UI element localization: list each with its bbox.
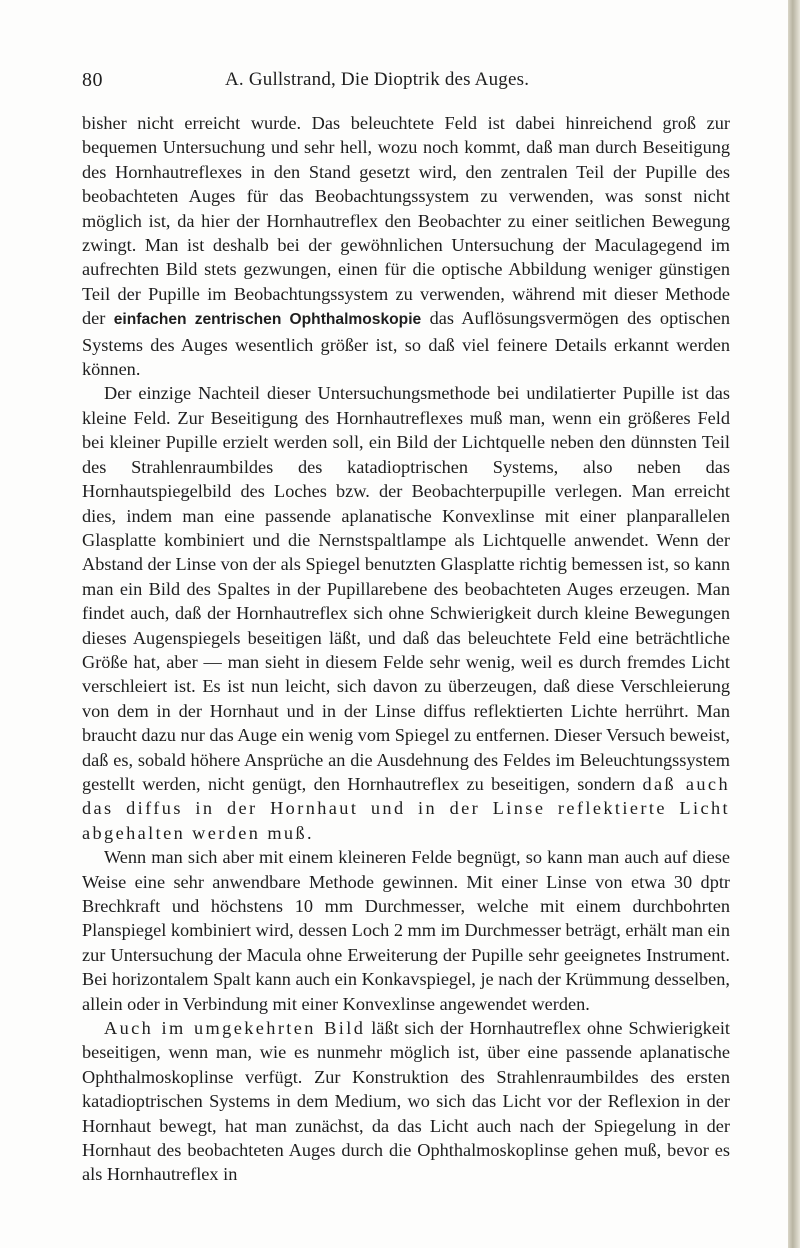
running-title: A. Gullstrand, Die Dioptrik des Auges. [225,69,530,90]
paragraph [82,111,730,381]
emphasized-term: einfachen zentrischen Ophthalmoskopie [113,311,422,329]
paragraph-text: läßt sich der Hornhautreflex ohne Schwierigkeit beseitigen, wenn man, wie es nunmehr möglich ist, über eine passende aplanatische Ophthalmoskoplinse verfügt. Zur Konstruktion des Strahlenraumbildes des ersten katadioptrischen Systems in dem Medium, wo sich das Licht vor der Reflexion in der Hornhaut bewegt, hat man zunächst, da das Licht auch nach der Spiegelung in der Hornhaut des beobachteten Auges durch die Ophthalmoskoplinse gehen muß, bevor es als Hornhautreflex in [82,1018,730,1185]
paragraph [82,845,730,1016]
spaced-emphasis: Auch im umgekehrten Bild [104,1018,366,1039]
paragraph [82,381,730,845]
running-header [82,69,742,95]
paragraph-text: das Auflösungsvermögen des optischen Systems des Auges wesentlich größer ist, so daß viel feinere Details erkannt werden können. [82,308,730,380]
spaced-emphasis: daß auch das diffus in der Hornhaut und in der Linse reflektierte Licht abgehalten werden muß. [82,773,730,843]
paragraph-text: Der einzige Nachteil dieser Untersuchungsmethode bei undilatierter Pupille ist das kleine Feld. Zur Beseitigung des Hornhautreflexes muß man, wenn ein größeres Feld bei kleiner Pupille erzielt werden soll, ein Bild der Lichtquelle neben den dünnsten Teil des Strahlenraumbildes des katadioptrischen Systems, also neben das Hornhautspiegelbild des Loches bzw. der Beobachterpupille verlegen. Man erreicht dies, indem man eine passende aplanatische Konvexlinse mit einer planparallelen Glasplatte kombiniert und die Nernstspaltlampe als Lichtquelle anwendet. Wenn der Abstand der Linse von der als Spiegel benutzten Glasplatte richtig bemessen ist, so kann man ein Bild des Spaltes in der Pupillarebene des beobachteten Auges erzeugen. Man findet auch, daß der Hornhautreflex sich ohne Schwierigkeit durch kleine Bewegungen dieses Augenspiegels beseitigen läßt, und daß das beleuchtete Feld eine beträchtliche Größe hat, aber — man sieht in diesem Felde sehr wenig, weil es durch fremdes Licht verschleiert ist. Es ist nun leicht, sich davon zu überzeugen, daß diese Verschleierung von dem in der Hornhaut und in der Linse diffus reflektierten Lichte herrührt. Man braucht dazu nur das Auge ein wenig vom Spiegel zu entfernen. Dieser Versuch beweist, daß es, sobald höhere Ansprüche an die Ausdehnung des Feldes im Beleuchtungssystem gestellt werden, nicht genügt, den Hornhautreflex zu beseitigen, sondern [82,383,730,794]
paragraph-text: Wenn man sich aber mit einem kleineren Felde begnügt, so kann man auch auf diese Weise eine sehr anwendbare Methode gewinnen. Mit einer Linse von etwa 30 dptr Brechkraft und höchstens 10 mm Durchmesser, welche mit einem durchbohrten Planspiegel kombiniert wird, dessen Loch 2 mm im Durchmesser beträgt, erhält man ein zur Untersuchung der Macula ohne Erweiterung der Pupille sehr geeignetes Instrument. Bei horizontalem Spalt kann auch ein Konkavspiegel, je nach der Krümmung desselben, allein oder in Verbindung mit einer Konvexlinse angewendet werden. [82,847,730,1014]
paragraph-text: bisher nicht erreicht wurde. Das beleuchtete Feld ist dabei hinreichend groß zur bequemen Untersuchung und sehr hell, wozu noch kommt, daß man durch Beseitigung des Hornhautreflexes in den Stand gesetzt wird, den zentralen Teil der Pupille des beobachteten Auges für das Beobachtungssystem zu verwenden, was sonst nicht möglich ist, da hier der Hornhautreflex den Beobachter zu einer seitlichen Bewegung zwingt. Man ist deshalb bei der gewöhnlichen Untersuchung der Maculagegend im aufrechten Bild stets gezwungen, einen für die optische Abbildung weniger günstigen Teil der Pupille im Beobachtungssystem zu verwenden, während mit dieser Methode der [82,113,730,329]
page-edge-shadow [788,0,800,1248]
body-text [82,111,730,1187]
paragraph [82,1016,730,1187]
page-number: 80 [82,69,103,91]
